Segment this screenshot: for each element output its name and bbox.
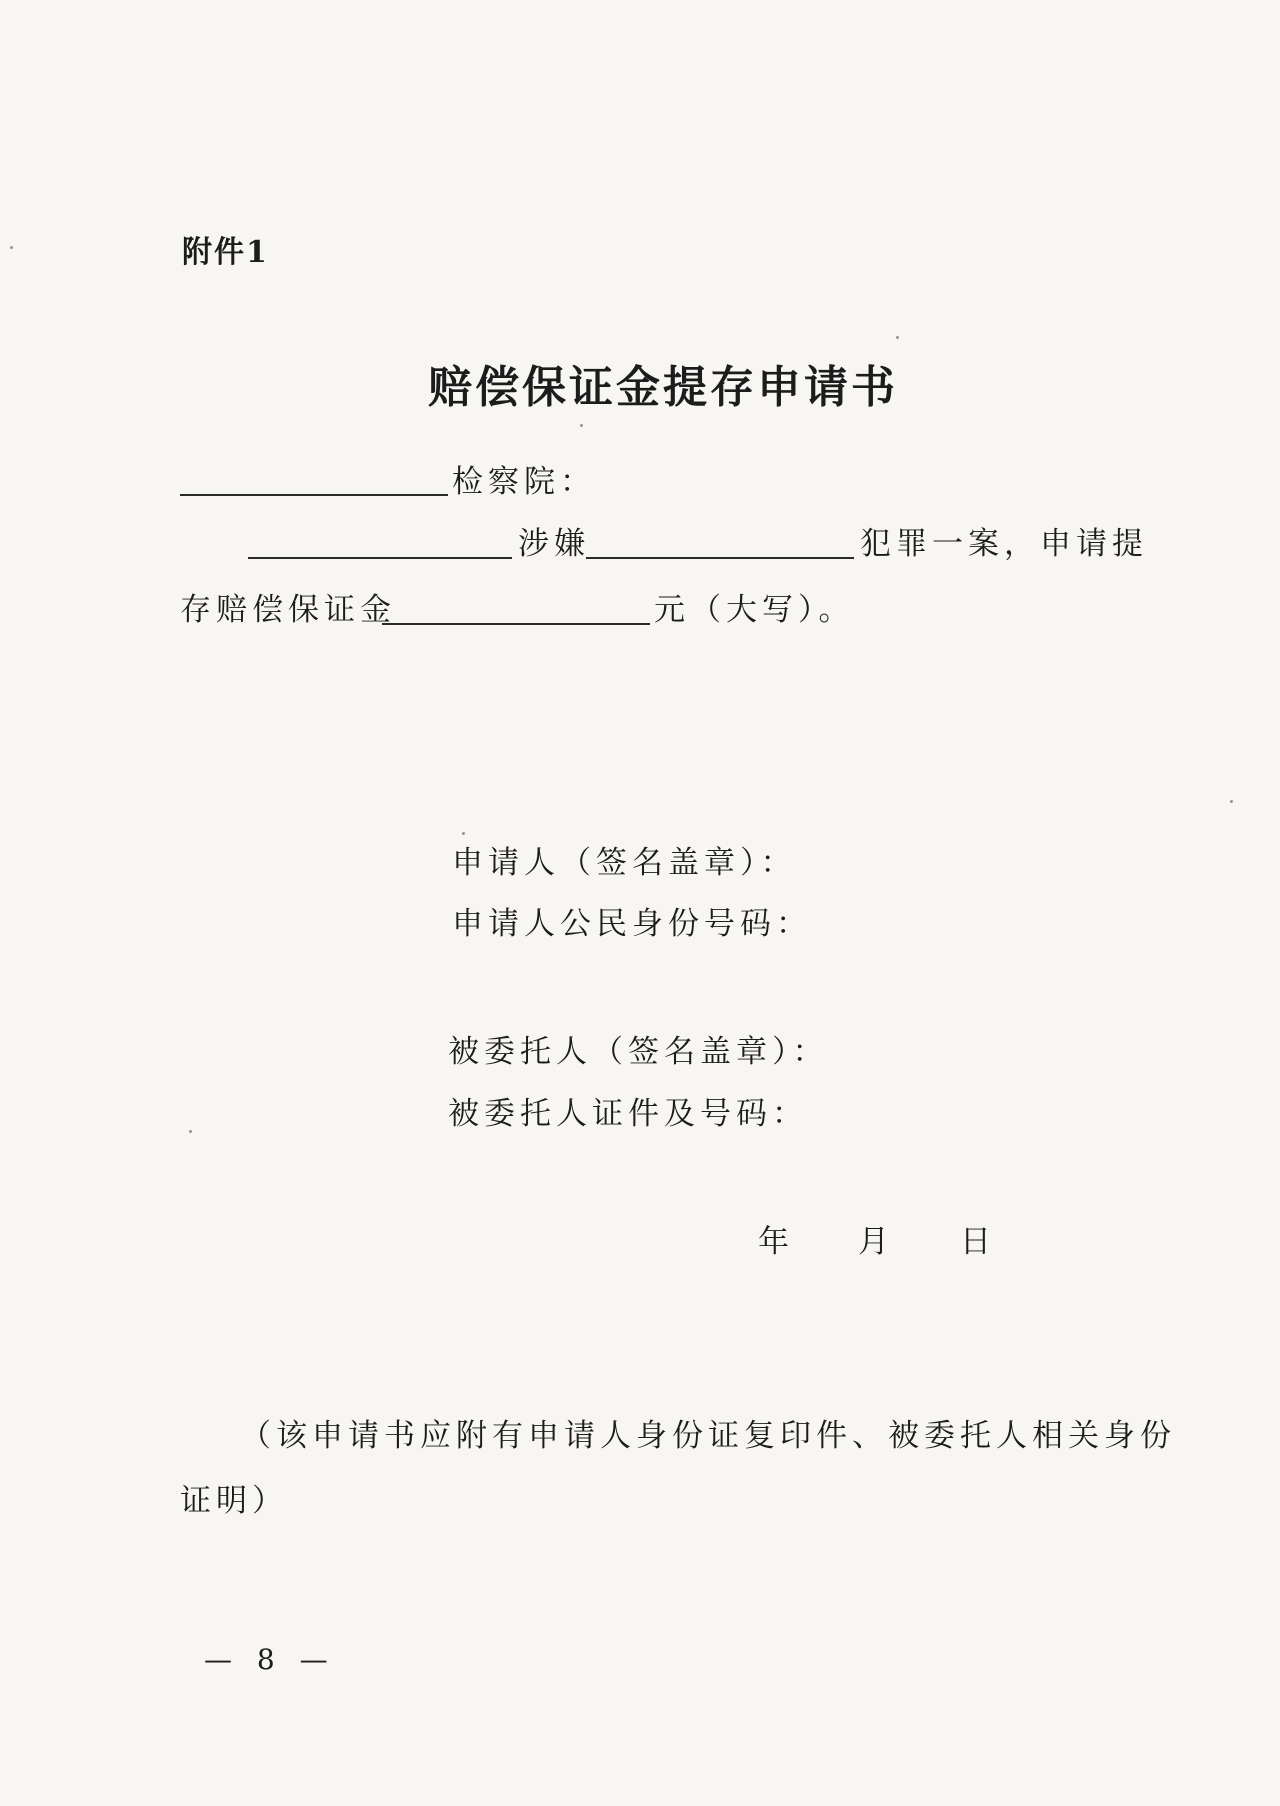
- scan-speck: [896, 336, 899, 339]
- applicant-name-blank: [248, 557, 512, 559]
- addressee-suffix: 检察院：: [452, 464, 596, 500]
- date-year-label: 年: [758, 1224, 794, 1260]
- scan-speck: [1230, 800, 1233, 803]
- deposit-prefix: 存赔偿保证金: [180, 592, 396, 628]
- scan-speck: [580, 424, 583, 427]
- applicant-signature-label: 申请人（签名盖章）：: [452, 845, 797, 881]
- crime-name-blank: [586, 557, 854, 559]
- scan-speck: [189, 1130, 192, 1133]
- amount-suffix: 元（大写）。: [654, 592, 855, 628]
- crime-suffix: 犯罪一案，申请提: [860, 526, 1148, 562]
- date-day-label: 日: [960, 1224, 996, 1260]
- trustee-signature-label: 被委托人（签名盖章）：: [448, 1034, 829, 1070]
- scan-speck: [10, 246, 13, 249]
- procuratorate-blank: [180, 494, 448, 496]
- trustee-id-label: 被委托人证件及号码：: [448, 1096, 808, 1132]
- amount-blank: [382, 623, 650, 625]
- suspect-verb: 涉嫌: [518, 526, 590, 562]
- page-number: — 8 —: [204, 1643, 336, 1676]
- applicant-id-label: 申请人公民身份号码：: [452, 906, 812, 942]
- attachment-note-line1: （该申请书应附有申请人身份证复印件、被委托人相关身份: [240, 1418, 1176, 1454]
- attachment-note-line2: 证明）: [180, 1483, 288, 1519]
- scan-speck: [462, 832, 465, 835]
- document-title: 赔偿保证金提存申请书: [428, 362, 898, 413]
- date-month-label: 月: [858, 1224, 894, 1260]
- attachment-label: 附件1: [182, 235, 269, 270]
